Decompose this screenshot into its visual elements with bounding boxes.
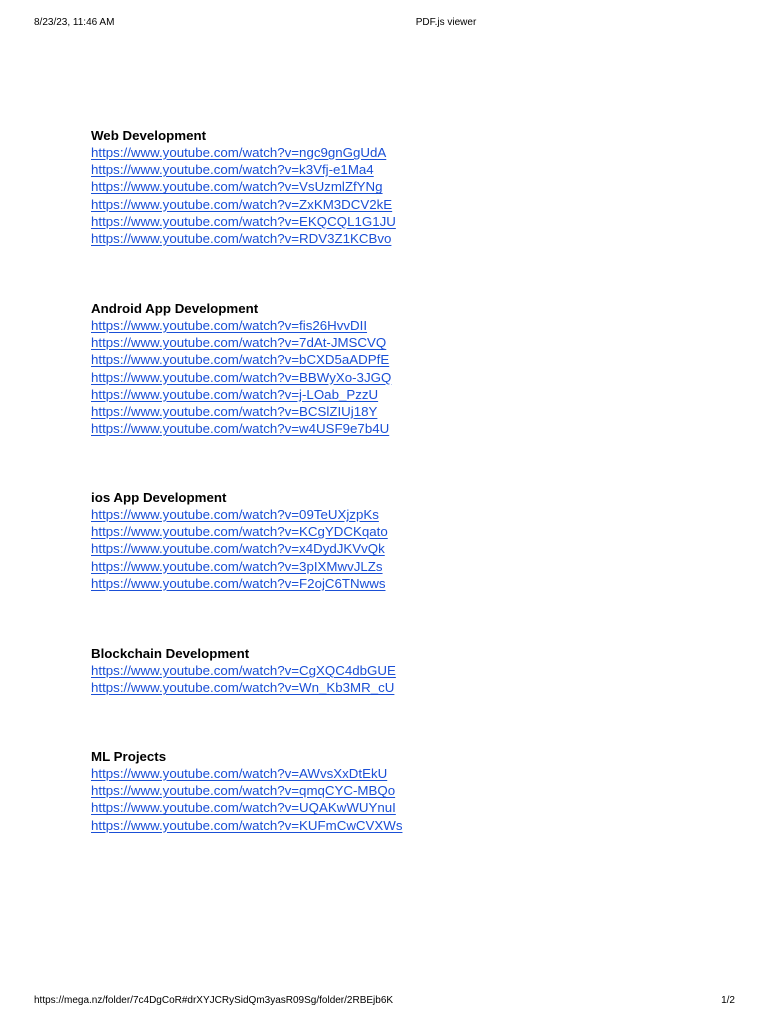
list-item [91, 369, 391, 386]
youtube-link[interactable]: https://www.youtube.com/watch?v=AWvsXxDtEkU [91, 766, 388, 781]
link-list [91, 765, 402, 834]
section-web-development [91, 127, 396, 247]
list-item [91, 540, 388, 557]
youtube-link[interactable]: https://www.youtube.com/watch?v=3pIXMwvJLZs [91, 558, 383, 574]
list-item [91, 386, 391, 403]
list-item [91, 506, 388, 523]
list-item [91, 178, 396, 195]
youtube-link[interactable]: https://www.youtube.com/watch?v=ZxKM3DCV2kE [91, 196, 393, 212]
section-title: ML Projects [91, 749, 167, 764]
list-item [91, 317, 391, 334]
list-item [91, 799, 402, 816]
list-item [91, 575, 388, 592]
section-title: ios App Development [91, 490, 227, 505]
section-ml-projects [91, 748, 402, 834]
list-item [91, 144, 396, 161]
youtube-link[interactable]: https://www.youtube.com/watch?v=w4USF9e7b4U [91, 421, 390, 437]
youtube-link[interactable]: https://www.youtube.com/watch?v=Wn_Kb3MR_cU [91, 680, 395, 696]
list-item [91, 351, 391, 368]
section-blockchain-development [91, 645, 396, 696]
section-android-app-development [91, 300, 391, 437]
youtube-link[interactable]: https://www.youtube.com/watch?v=bCXD5aADPfE [91, 352, 390, 368]
list-item [91, 662, 396, 679]
link-list [91, 144, 396, 247]
list-item [91, 523, 388, 540]
youtube-link[interactable]: https://www.youtube.com/watch?v=09TeUXjzpKs [91, 507, 379, 522]
youtube-link[interactable]: https://www.youtube.com/watch?v=ngc9gnGgUdA [91, 145, 387, 160]
print-datetime: 8/23/23, 11:46 AM [34, 17, 115, 28]
list-item [91, 558, 388, 575]
list-item [91, 334, 391, 351]
youtube-link[interactable]: https://www.youtube.com/watch?v=BBWyXo-3JGQ [91, 369, 392, 385]
list-item [91, 161, 396, 178]
youtube-link[interactable]: https://www.youtube.com/watch?v=fis26HvvDII [91, 318, 368, 333]
list-item [91, 420, 391, 437]
list-item [91, 782, 402, 799]
link-list [91, 317, 391, 437]
link-list [91, 662, 396, 696]
youtube-link[interactable]: https://www.youtube.com/watch?v=F2ojC6TNwws [91, 575, 386, 591]
section-ios-app-development [91, 489, 388, 592]
youtube-link[interactable]: https://www.youtube.com/watch?v=j-LOab_PzzU [91, 386, 379, 402]
youtube-link[interactable]: https://www.youtube.com/watch?v=UQAKwWUYnuI [91, 800, 396, 816]
youtube-link[interactable]: https://www.youtube.com/watch?v=CgXQC4dbGUE [91, 663, 396, 678]
source-url: https://mega.nz/folder/7c4DgCoR#drXYJCRySidQm3yasR09Sg/folder/2RBEjb6K [34, 995, 394, 1006]
document-title: PDF.js viewer [415, 17, 477, 28]
list-item [91, 213, 396, 230]
youtube-link[interactable]: https://www.youtube.com/watch?v=BCSlZIUj18Y [91, 403, 378, 419]
youtube-link[interactable]: https://www.youtube.com/watch?v=RDV3Z1KCBvo [91, 230, 392, 246]
youtube-link[interactable]: https://www.youtube.com/watch?v=k3Vfj-e1Ma4 [91, 162, 374, 178]
page-indicator: 1/2 [721, 995, 735, 1006]
section-title: Blockchain Development [91, 646, 250, 661]
list-item [91, 230, 396, 247]
youtube-link[interactable]: https://www.youtube.com/watch?v=EKQCQL1G1JU [91, 213, 396, 229]
youtube-link[interactable]: https://www.youtube.com/watch?v=7dAt-JMSCVQ [91, 335, 387, 351]
section-title: Web Development [91, 128, 207, 143]
youtube-link[interactable]: https://www.youtube.com/watch?v=x4DydJKVvQk [91, 541, 385, 557]
section-title: Android App Development [91, 301, 259, 316]
list-item [91, 679, 396, 696]
list-item [91, 817, 402, 834]
list-item [91, 196, 396, 213]
youtube-link[interactable]: https://www.youtube.com/watch?v=qmqCYC-MBQo [91, 783, 396, 799]
youtube-link[interactable]: https://www.youtube.com/watch?v=VsUzmlZfYNg [91, 179, 383, 195]
youtube-link[interactable]: https://www.youtube.com/watch?v=KUFmCwCVXWs [91, 817, 403, 833]
list-item [91, 403, 391, 420]
link-list [91, 506, 388, 592]
list-item [91, 765, 402, 782]
youtube-link[interactable]: https://www.youtube.com/watch?v=KCgYDCKqato [91, 524, 388, 540]
